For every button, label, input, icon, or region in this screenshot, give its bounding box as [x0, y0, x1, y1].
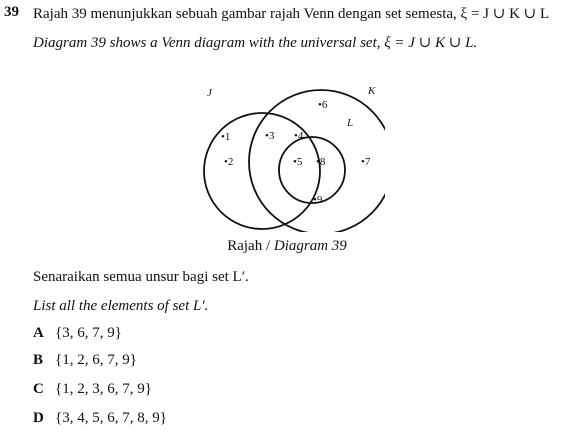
- element-3: •3: [265, 130, 275, 142]
- instruction-malay: Senaraikan semua unsur bagi set L′.: [33, 269, 249, 285]
- element-6: •6: [318, 99, 328, 111]
- option-letter: D: [33, 410, 44, 426]
- question-number: 39: [4, 4, 19, 20]
- element-2: •2: [224, 156, 234, 168]
- element-5: •5: [293, 156, 303, 168]
- element-7: •7: [361, 156, 371, 168]
- option-c[interactable]: [33, 381, 152, 398]
- option-text: {1, 2, 6, 7, 9}: [55, 352, 137, 368]
- venn-diagram: [185, 72, 385, 232]
- option-letter: C: [33, 381, 44, 397]
- element-8: •8: [316, 156, 326, 168]
- set-l-circle: [279, 137, 345, 203]
- set-label-j: J: [207, 87, 212, 99]
- option-text: {3, 4, 5, 6, 7, 8, 9}: [55, 410, 167, 426]
- option-b[interactable]: [33, 352, 137, 369]
- instruction-english: List all the elements of set L′.: [33, 298, 209, 314]
- option-d[interactable]: [33, 410, 167, 427]
- caption-separator: /: [262, 238, 274, 254]
- diagram-caption: [0, 238, 574, 255]
- option-text: {3, 6, 7, 9}: [55, 325, 122, 341]
- element-1: •1: [221, 131, 231, 143]
- option-letter: B: [33, 352, 44, 368]
- caption-malay: Rajah: [227, 238, 263, 254]
- element-9: •9: [313, 194, 323, 206]
- set-label-k: K: [368, 85, 376, 97]
- set-label-l: L: [347, 117, 354, 129]
- element-4: •4: [294, 130, 304, 142]
- option-letter: A: [33, 325, 44, 341]
- option-text: {1, 2, 3, 6, 7, 9}: [55, 381, 152, 397]
- caption-english: Diagram 39: [273, 238, 347, 254]
- question-text-english: Diagram 39 shows a Venn diagram with the universal set, ξ = J ∪ K ∪ L.: [33, 35, 478, 51]
- option-a[interactable]: [33, 325, 122, 342]
- question-text-malay: Rajah 39 menunjukkan sebuah gambar rajah Venn dengan set semesta, ξ = J ∪ K ∪ L: [33, 6, 550, 22]
